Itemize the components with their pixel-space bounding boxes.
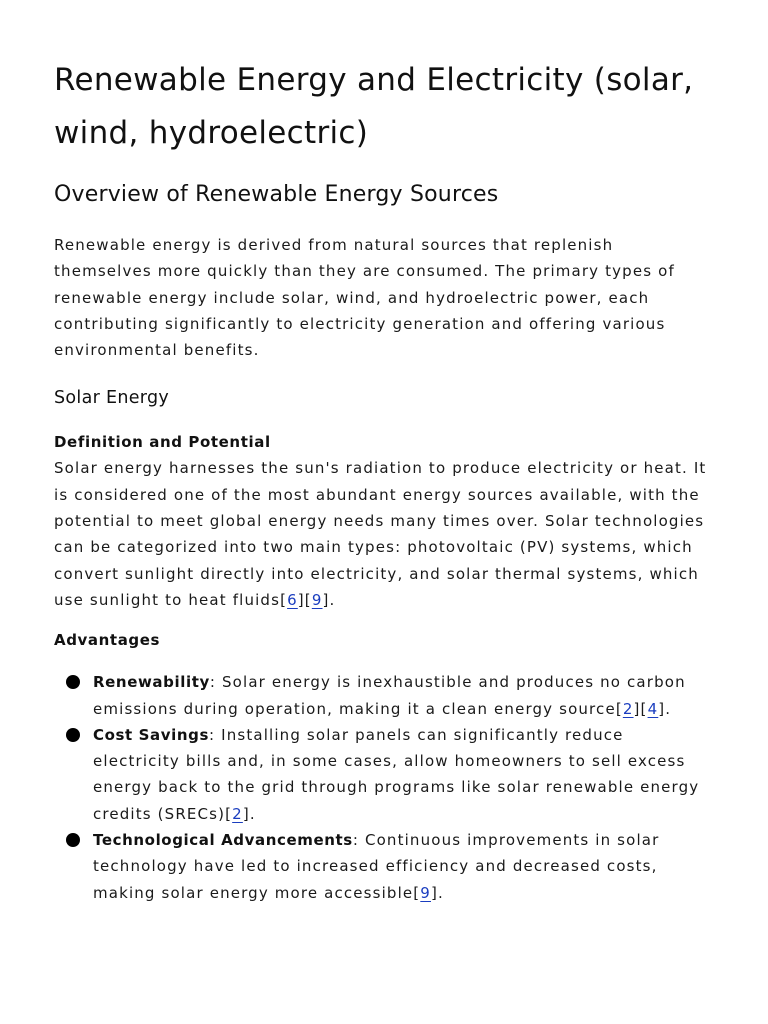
advantage-text: : Solar energy is inexhaustible and produces no carbon emissions during operation, making it a clean energy source bbox=[93, 673, 686, 718]
citation-link[interactable]: 6 bbox=[287, 590, 298, 609]
page-title: Renewable Energy and Electricity (solar, wind, hydroelectric) bbox=[54, 62, 694, 151]
definition-paragraph: Solar energy harnesses the sun's radiation to produce electricity or heat. It is considered one of the most abundant energy sources available, with the potential to meet global energy needs many times over. Solar technologies can be categorized into two main types: photovoltaic (PV) systems, which convert sunlight directly into electricity, and solar thermal systems, which use sunlight to heat fluids[6][9]. bbox=[54, 459, 707, 609]
list-item: Technological Advancements: Continuous improvements in solar technology have led to increased efficiency and decreased costs, making solar energy more accessible[9]. bbox=[93, 827, 714, 906]
solar-heading: Solar Energy bbox=[54, 388, 170, 409]
advantage-term: Cost Savings bbox=[93, 725, 210, 744]
citation-link[interactable]: 2 bbox=[232, 804, 243, 823]
definition-label: Definition and Potential bbox=[54, 433, 271, 452]
bullet-icon bbox=[66, 728, 80, 742]
advantage-text: : Continuous improvements in solar technology have led to increased efficiency and decreased costs, making solar energy more accessible bbox=[93, 831, 660, 902]
overview-paragraph: Renewable energy is derived from natural sources that replenish themselves more quickly than they are consumed. The primary types of renewable energy include solar, wind, and hydroelectric power, each contributing significantly to electricity generation and offering various environmental benefits. bbox=[54, 236, 675, 360]
advantage-term: Renewability bbox=[93, 673, 210, 692]
bullet-icon bbox=[66, 833, 80, 847]
list-item: Renewability: Solar energy is inexhaustible and produces no carbon emissions during operation, making it a clean energy source[2][4]. bbox=[93, 669, 714, 722]
advantage-text: : Installing solar panels can significantly reduce electricity bills and, in some cases, allow homeowners to sell excess energy back to the grid through programs like solar renewable energy credits (SRECs) bbox=[93, 725, 700, 823]
definition-text: Solar energy harnesses the sun's radiation to produce electricity or heat. It is considered one of the most abundant energy sources available, with the potential to meet global energy needs many times over. Solar technologies can be categorized into two main types: photovoltaic (PV) systems, which convert sunlight directly into electricity, and solar thermal systems, which use sunlight to heat fluids bbox=[54, 459, 707, 609]
advantages-list bbox=[54, 669, 714, 906]
citation-link[interactable]: 2 bbox=[622, 699, 634, 718]
list-item: Cost Savings: Installing solar panels can significantly reduce electricity bills and, in some cases, allow homeowners to sell excess energy back to the grid through programs like solar renewable energy credits (SRECs)[2]. bbox=[93, 722, 714, 827]
citation-link[interactable]: 9 bbox=[311, 590, 323, 609]
citation-link[interactable]: 9 bbox=[420, 883, 431, 902]
bullet-icon bbox=[66, 675, 80, 689]
citation-link[interactable]: 4 bbox=[647, 699, 659, 718]
advantages-label: Advantages bbox=[54, 631, 161, 650]
advantage-term: Technological Advancements bbox=[93, 831, 353, 850]
overview-heading: Overview of Renewable Energy Sources bbox=[54, 182, 499, 207]
